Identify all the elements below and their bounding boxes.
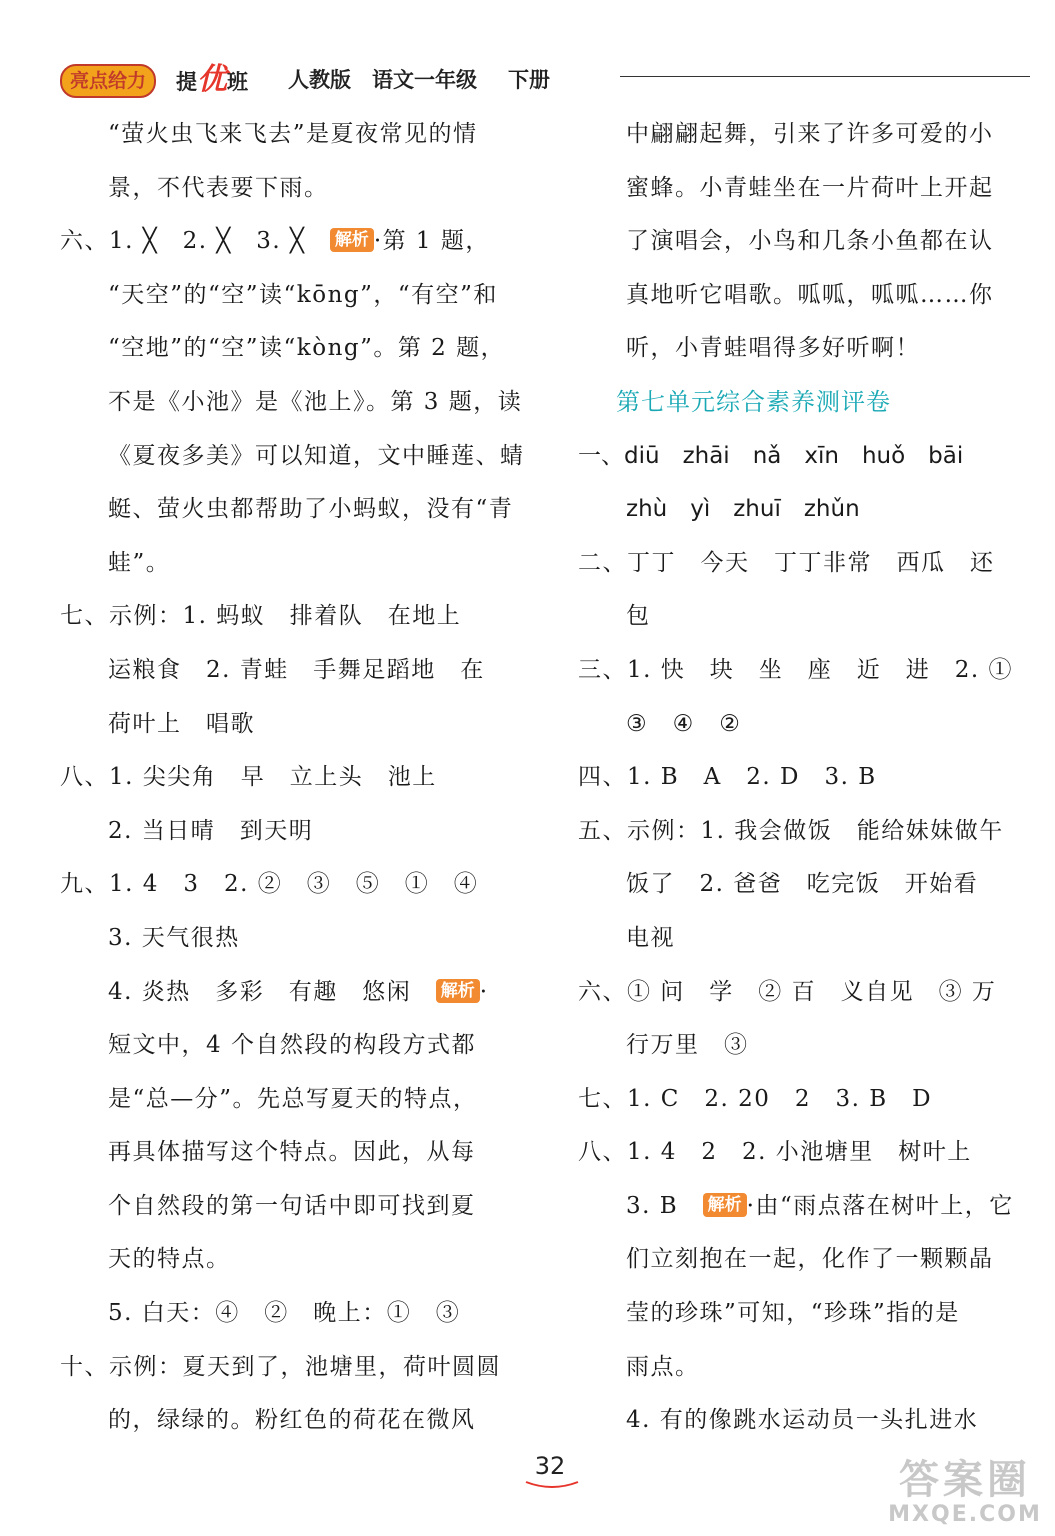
answer-line: “天空”的“空”读“kōng”，“有空”和	[108, 281, 498, 308]
answer-line: 真地听它唱歌。呱呱，呱呱……你	[626, 281, 994, 308]
series-post: 班	[227, 70, 248, 94]
answer-line: “萤火虫飞来飞去”是夏夜常见的情	[108, 121, 478, 147]
answer-line: 电视	[626, 924, 675, 951]
answer-line: 景，不代表要下雨。	[108, 174, 329, 201]
answer-line: 蛙”。	[108, 549, 171, 576]
watermark-logo	[880, 1458, 1050, 1528]
pinyin-line: zhù yì zhuī zhǔn	[626, 496, 860, 523]
answer-line: 了演唱会，小鸟和几条小鱼都在认	[626, 228, 994, 255]
page-header	[60, 62, 1030, 102]
series-pre: 提	[176, 70, 197, 94]
answer-line: 不是《小池》是《池上》。第 3 题，读	[108, 388, 523, 415]
answer-line: 4. 有的像跳水运动员一头扎进水	[626, 1407, 979, 1434]
answer-text: 六、1. ╳ 2. ╳ 3. ╳	[60, 228, 306, 255]
pinyin-line: 一、diū zhāi nǎ xīn huǒ bāi	[578, 442, 964, 469]
answer-line: 九、1. 4 3 2. ② ③ ⑤ ① ④	[60, 871, 479, 898]
answer-line: 个自然段的第一句话中即可找到夏	[108, 1192, 476, 1219]
watermark-text: 答案圈	[899, 1457, 1031, 1503]
answer-line: 蜜蜂。小青蛙坐在一片荷叶上开起	[626, 174, 994, 201]
answer-line: 蜓、萤火虫都帮助了小蚂蚁，没有“青	[108, 496, 514, 523]
answer-line: 十、示例：夏天到了，池塘里，荷叶圆圆	[60, 1353, 501, 1380]
answer-line: 七、1. C 2. 20 2 3. B D	[578, 1085, 933, 1112]
page-number-arc	[522, 1478, 582, 1492]
jiexi-label: 解析	[703, 1193, 747, 1217]
volume: 下册	[508, 68, 550, 92]
right-column	[578, 108, 1038, 1448]
answer-line: 包	[626, 603, 651, 630]
jiexi-label: 解析	[436, 979, 480, 1003]
answer-line: 中翩翩起舞，引来了许多可爱的小	[626, 121, 994, 147]
answer-line-six: 六、1. ╳ 2. ╳ 3. ╳ 解析 ·第 1 题，	[60, 228, 490, 255]
answer-line: 六、① 问 学 ② 百 义自见 ③ 万	[578, 978, 997, 1005]
jiexi-text: 由“雨点落在树叶上，它	[755, 1192, 1014, 1219]
answer-line: 三、1. 快 块 坐 座 近 进 2. ①	[578, 656, 1014, 683]
answer-line: 行万里 ③	[626, 1032, 749, 1059]
answer-line: 荷叶上 唱歌	[108, 710, 255, 737]
answer-line: 再具体描写这个特点。因此，从每	[108, 1139, 476, 1166]
jiexi-text: 第 1 题，	[382, 228, 490, 255]
answer-line: “空地”的“空”读“kòng”。第 2 题，	[108, 335, 506, 362]
answer-line: 2. 当日晴 到天明	[108, 817, 314, 844]
answer-line: 《夏夜多美》可以知道，文中睡莲、蜻	[108, 442, 525, 469]
jiexi-label: 解析	[330, 228, 374, 252]
answer-line: 运粮食 2. 青蛙 手舞足蹈地 在	[108, 656, 485, 683]
watermark-url: MXQE.COM	[888, 1502, 1042, 1527]
answer-line: 二、丁丁 今天 丁丁非常 西瓜 还	[578, 549, 995, 576]
series-name	[176, 62, 248, 100]
subject-grade: 语文一年级	[372, 68, 477, 92]
answer-line-jiexi: 3. B 解析 ·由“雨点落在树叶上，它	[626, 1192, 1014, 1219]
answer-line: ③ ④ ②	[626, 710, 742, 737]
page-number: 32	[534, 1452, 566, 1480]
answer-line: 们立刻抱在一起，化作了一颗颗晶	[626, 1246, 994, 1273]
answer-text: 3. B	[626, 1192, 679, 1219]
answer-line: 听，小青蛙唱得多好听啊！	[626, 335, 920, 362]
answer-line: 5. 白天：④ ② 晚上：① ③	[108, 1300, 461, 1327]
answer-line: 是“总—分”。先总写夏天的特点，	[108, 1085, 478, 1112]
answer-line: 五、示例：1. 我会做饭 能给妹妹做午	[578, 817, 1004, 844]
answer-line: 饭了 2. 爸爸 吃完饭 开始看	[626, 871, 979, 898]
answer-line: 3. 天气很热	[108, 924, 240, 951]
answer-line: 天的特点。	[108, 1246, 231, 1273]
section-title: 第七单元综合素养测评卷	[616, 387, 891, 416]
series-you: 优	[197, 62, 227, 97]
answer-text: 4. 炎热 多彩 有趣 悠闲	[108, 978, 412, 1005]
left-column	[60, 108, 530, 1448]
answer-line: 八、1. 尖尖角 早 立上头 池上	[60, 764, 437, 791]
answer-line-jiexi: 4. 炎热 多彩 有趣 悠闲 解析 ·	[108, 978, 489, 1005]
answer-line: 的，绿绿的。粉红色的荷花在微风	[108, 1407, 476, 1434]
answer-line: 七、示例：1. 蚂蚁 排着队 在地上	[60, 603, 462, 630]
answer-line: 八、1. 4 2 2. 小池塘里 树叶上	[578, 1139, 972, 1166]
answer-line: 短文中，4 个自然段的构段方式都	[108, 1032, 476, 1059]
answer-line: 莹的珍珠”可知，“珍珠”指的是	[626, 1300, 960, 1327]
edition: 人教版	[288, 68, 351, 92]
header-rule	[620, 76, 1030, 77]
brand-badge: 亮点给力	[60, 64, 156, 98]
answer-line: 四、1. B A 2. D 3. B	[578, 764, 877, 791]
answer-line: 雨点。	[626, 1353, 700, 1380]
